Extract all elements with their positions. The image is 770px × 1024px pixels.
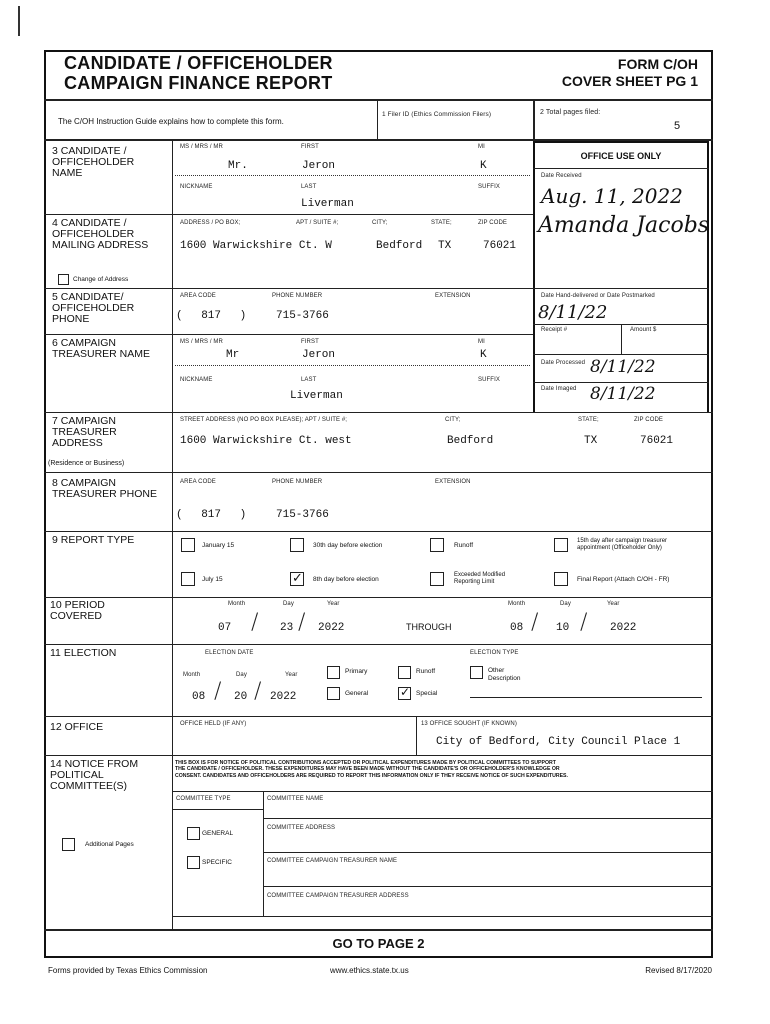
special-label: Special <box>416 690 438 697</box>
receipt-label: Receipt # <box>541 327 568 333</box>
section-3-label: 3 CANDIDATE / OFFICEHOLDER NAME <box>52 145 135 179</box>
address-city[interactable]: Bedford <box>376 240 423 252</box>
phone-number-label: PHONE NUMBER <box>272 293 323 299</box>
state-label: STATE; <box>431 220 452 226</box>
footer-url[interactable]: www.ethics.state.tx.us <box>330 966 409 975</box>
pages-label: 2 Total pages filed: <box>540 109 601 116</box>
to-month[interactable]: 08 <box>510 622 524 634</box>
divider <box>263 791 264 916</box>
primary-label: Primary <box>345 668 368 675</box>
address-state[interactable]: TX <box>438 240 452 252</box>
check-mark-icon: ✓ <box>292 570 303 585</box>
section-9-label: 9 REPORT TYPE <box>52 534 135 546</box>
other-checkbox[interactable] <box>470 666 483 679</box>
label-column-divider <box>172 139 173 929</box>
section-8-label: 8 CAMPAIGN TREASURER PHONE <box>52 477 158 500</box>
divider <box>533 168 709 169</box>
general-committee-checkbox[interactable] <box>187 827 200 840</box>
treasurer-last[interactable]: Liverman <box>290 390 343 402</box>
election-year-label: Year <box>285 672 298 678</box>
notice-text <box>175 760 568 779</box>
exceeded-label: Exceeded Modified Reporting Limit <box>454 572 506 585</box>
committee-address-label: COMMITTEE ADDRESS <box>267 825 336 831</box>
divider <box>172 809 263 810</box>
general-committee-label: GENERAL <box>202 830 234 837</box>
office-sought-label: 13 OFFICE SOUGHT (IF KNOWN) <box>421 721 517 727</box>
divider <box>44 929 713 931</box>
area-code-label: AREA CODE <box>180 293 216 299</box>
day30-checkbox[interactable] <box>290 538 304 552</box>
specific-committee-label: SPECIFIC <box>202 859 232 866</box>
date-separator: / <box>580 610 588 635</box>
filer-id-label: 1 Filer ID (Ethics Commission Filers) <box>382 111 492 118</box>
address-street[interactable]: 1600 Warwickshire Ct. W <box>180 240 332 252</box>
divider <box>175 365 530 366</box>
office-sought[interactable]: City of Bedford, City Council Place 1 <box>436 736 681 748</box>
form-title <box>64 53 333 93</box>
runoff-report-label: Runoff <box>454 542 474 549</box>
committee-name-label: COMMITTEE NAME <box>267 796 324 802</box>
treasurer-mi[interactable]: K <box>480 349 487 361</box>
candidate-ms[interactable]: Mr. <box>228 160 248 172</box>
treasurer-area[interactable]: ( 817 ) <box>176 509 247 521</box>
treasurer-area-label: AREA CODE <box>180 479 216 485</box>
treasurer-suffix-label: SUFFIX <box>478 377 500 383</box>
address-zip[interactable]: 76021 <box>483 240 517 252</box>
exceeded-checkbox[interactable] <box>430 572 444 586</box>
jan15-label: January 15 <box>202 542 235 549</box>
treasurer-zip-label: ZIP CODE <box>634 417 664 423</box>
to-year[interactable]: 2022 <box>610 622 637 634</box>
runoff-report-checkbox[interactable] <box>430 538 444 552</box>
section-14-label: 14 NOTICE FROM POLITICAL COMMITTEE(S) <box>50 758 139 792</box>
imaged-label: Date Imaged <box>541 386 577 392</box>
hand-delivered-label: Date Hand-delivered or Date Postmarked <box>541 293 655 299</box>
day15-label: 15th day after campaign treasurer appointment (Officeholder Only) <box>577 538 668 551</box>
committee-treasurer-name-label: COMMITTEE CAMPAIGN TREASURER NAME <box>267 858 398 864</box>
section-4-label: 4 CANDIDATE / OFFICEHOLDER MAILING ADDRESS <box>52 217 149 251</box>
date-separator: / <box>251 610 259 635</box>
election-month[interactable]: 08 <box>192 691 206 703</box>
divider <box>172 916 713 917</box>
treasurer-phone[interactable]: 715-3766 <box>276 509 329 521</box>
election-month-label: Month <box>183 672 201 678</box>
scan-mark <box>18 6 20 36</box>
cover-sheet-label: COVER SHEET PG 1 <box>561 73 698 89</box>
from-day-label: Day <box>283 601 294 607</box>
processed-value: 8/11/22 <box>590 357 656 377</box>
received-signature: Amanda Jacobs <box>538 213 710 238</box>
treasurer-ms-label: MS / MRS / MR <box>180 339 223 345</box>
final-report-checkbox[interactable] <box>554 572 568 586</box>
date-separator: / <box>531 610 539 635</box>
candidate-mi[interactable]: K <box>480 160 487 172</box>
last-label: LAST <box>301 184 317 190</box>
section-10-label: 10 PERIOD COVERED <box>50 599 105 622</box>
instruction-text: The C/OH Instruction Guide explains how to complete this form. <box>58 117 284 126</box>
section-7-sub: (Residence or Business) <box>48 460 125 467</box>
mi-label: MI <box>478 144 485 150</box>
divider <box>263 818 713 819</box>
form-code: FORM C/OH <box>617 56 698 72</box>
jul15-label: July 15 <box>202 576 223 583</box>
notice-line-3: CONSENT. CANDIDATES AND OFFICEHOLDERS ARE REQUIRED TO REPORT THIS INFORMATION ONLY IF THEY RECEIVE NOTICE OF SUCH EXPENDITURES. <box>175 772 568 779</box>
day15-checkbox[interactable] <box>554 538 568 552</box>
divider <box>533 101 535 139</box>
day8-label: 8th day before election <box>313 576 379 583</box>
notice-line-1: THIS BOX IS FOR NOTICE OF POLITICAL CONTRIBUTIONS ACCEPTED OR POLITICAL EXPENDITURES MADE BY POLITICAL COMMITTEES TO SUPPORT <box>175 760 556 766</box>
day30-label: 30th day before election <box>313 542 383 549</box>
to-day-label: Day <box>560 601 571 607</box>
divider <box>533 354 709 355</box>
divider <box>263 886 713 887</box>
office-use-title: OFFICE USE ONLY <box>580 151 662 161</box>
jan15-checkbox[interactable] <box>181 538 195 552</box>
section-5-label: 5 CANDIDATE/ OFFICEHOLDER PHONE <box>52 291 135 325</box>
ms-label: MS / MRS / MR <box>180 144 223 150</box>
divider <box>44 597 713 598</box>
divider <box>621 324 622 354</box>
title-line-1: CANDIDATE / OFFICEHOLDER <box>64 53 333 73</box>
phone-number[interactable]: 715-3766 <box>276 310 329 322</box>
divider <box>44 472 713 473</box>
address-label: ADDRESS / PO BOX; <box>180 220 241 226</box>
election-year[interactable]: 2022 <box>270 691 297 703</box>
divider <box>44 531 713 532</box>
special-checkbox[interactable] <box>398 687 411 700</box>
treasurer-street-label: STREET ADDRESS (NO PO BOX PLEASE); APT / SUITE #; <box>180 417 348 423</box>
divider <box>470 697 702 698</box>
description-label: Description <box>488 675 521 682</box>
divider <box>533 382 709 383</box>
date-received-label: Date Received <box>541 173 582 179</box>
specific-committee-checkbox[interactable] <box>187 856 200 869</box>
treasurer-city[interactable]: Bedford <box>447 435 494 447</box>
notice-line-2: THE CANDIDATE / OFFICEHOLDER. THESE EXPENDITURES MAY HAVE BEEN MADE WITHOUT THE CANDIDATE'S OR OFFICEHOLDER'S KNOWLEDGE OR <box>175 766 560 773</box>
office-held-label: OFFICE HELD (IF ANY) <box>180 721 247 727</box>
divider <box>172 791 713 792</box>
header-divider <box>44 99 713 101</box>
additional-pages-checkbox[interactable] <box>62 838 75 851</box>
runoff-election-checkbox[interactable] <box>398 666 411 679</box>
candidate-first[interactable]: Jeron <box>302 160 336 172</box>
from-year-label: Year <box>327 601 340 607</box>
divider <box>44 716 713 717</box>
primary-checkbox[interactable] <box>327 666 340 679</box>
treasurer-mi-label: MI <box>478 339 485 345</box>
divider <box>44 214 533 215</box>
treasurer-first-label: FIRST <box>301 339 319 345</box>
imaged-value: 8/11/22 <box>590 384 656 404</box>
general-label: General <box>345 690 369 697</box>
to-year-label: Year <box>607 601 620 607</box>
date-separator: / <box>254 679 262 704</box>
change-of-address-checkbox[interactable] <box>58 274 69 285</box>
section-7-label: 7 CAMPAIGN TREASURER ADDRESS <box>52 415 117 449</box>
go-to-page-2: GO TO PAGE 2 <box>332 936 425 951</box>
treasurer-zip[interactable]: 76021 <box>640 435 674 447</box>
through-label: THROUGH <box>406 622 452 632</box>
treasurer-first[interactable]: Jeron <box>302 349 336 361</box>
from-year[interactable]: 2022 <box>318 622 345 634</box>
runoff-election-label: Runoff <box>416 668 436 675</box>
election-date-label: ELECTION DATE <box>205 650 254 656</box>
divider <box>44 644 713 645</box>
form-id <box>562 56 698 90</box>
divider <box>44 412 713 413</box>
divider <box>44 755 713 756</box>
treasurer-ext-label: EXTENSION <box>435 479 471 485</box>
footer-revised: Revised 8/17/2020 <box>645 966 712 975</box>
treasurer-ms[interactable]: Mr <box>226 349 240 361</box>
day8-checkbox[interactable] <box>290 572 304 586</box>
additional-pages-label: Additional Pages <box>85 841 134 848</box>
treasurer-phone-label: PHONE NUMBER <box>272 479 323 485</box>
from-month-label: Month <box>228 601 246 607</box>
from-day[interactable]: 23 <box>280 622 294 634</box>
treasurer-state[interactable]: TX <box>584 435 598 447</box>
nickname-label: NICKNAME <box>180 184 213 190</box>
phone-area[interactable]: ( 817 ) <box>176 310 247 322</box>
committee-treasurer-address-label: COMMITTEE CAMPAIGN TREASURER ADDRESS <box>267 893 409 899</box>
divider <box>533 288 709 289</box>
treasurer-state-label: STATE; <box>578 417 599 423</box>
extension-label: EXTENSION <box>435 293 471 299</box>
change-of-address-label: Change of Address <box>73 276 129 283</box>
hand-delivered-value: 8/11/22 <box>538 302 608 323</box>
section-12-label: 12 OFFICE <box>50 721 104 733</box>
suffix-label: SUFFIX <box>478 184 500 190</box>
divider <box>377 101 378 139</box>
election-type-label: ELECTION TYPE <box>470 650 519 656</box>
election-day[interactable]: 20 <box>234 691 248 703</box>
treasurer-city-label: CITY; <box>445 417 461 423</box>
first-label: FIRST <box>301 144 319 150</box>
general-checkbox[interactable] <box>327 687 340 700</box>
jul15-checkbox[interactable] <box>181 572 195 586</box>
apt-label: APT / SUITE #; <box>296 220 339 226</box>
other-label: Other <box>488 667 505 674</box>
divider <box>44 288 533 289</box>
check-mark-icon: ✓ <box>400 685 411 699</box>
from-month[interactable]: 07 <box>218 622 232 634</box>
final-report-label: Final Report (Attach C/OH - FR) <box>577 576 670 583</box>
date-separator: / <box>298 610 306 635</box>
date-received-value: Aug. 11, 2022 <box>541 184 683 208</box>
footer-provided: Forms provided by Texas Ethics Commission <box>48 966 208 975</box>
pages-value[interactable]: 5 <box>674 120 681 132</box>
divider <box>44 334 533 335</box>
treasurer-street[interactable]: 1600 Warwickshire Ct. west <box>180 435 352 447</box>
section-6-label: 6 CAMPAIGN TREASURER NAME <box>52 337 151 360</box>
treasurer-last-label: LAST <box>301 377 317 383</box>
divider <box>416 716 417 755</box>
election-day-label: Day <box>236 672 247 678</box>
divider <box>263 852 713 853</box>
divider <box>175 175 530 176</box>
treasurer-nickname-label: NICKNAME <box>180 377 213 383</box>
zip-label: ZIP CODE <box>478 220 508 226</box>
committee-type-label: COMMITTEE TYPE <box>176 796 231 802</box>
title-line-2: CAMPAIGN FINANCE REPORT <box>64 73 333 93</box>
candidate-last[interactable]: Liverman <box>301 198 354 210</box>
date-separator: / <box>214 679 222 704</box>
processed-label: Date Processed <box>541 360 586 366</box>
amount-label: Amount $ <box>630 327 657 333</box>
section-11-label: 11 ELECTION <box>50 647 117 659</box>
to-month-label: Month <box>508 601 526 607</box>
to-day[interactable]: 10 <box>556 622 570 634</box>
city-label: CITY; <box>372 220 388 226</box>
